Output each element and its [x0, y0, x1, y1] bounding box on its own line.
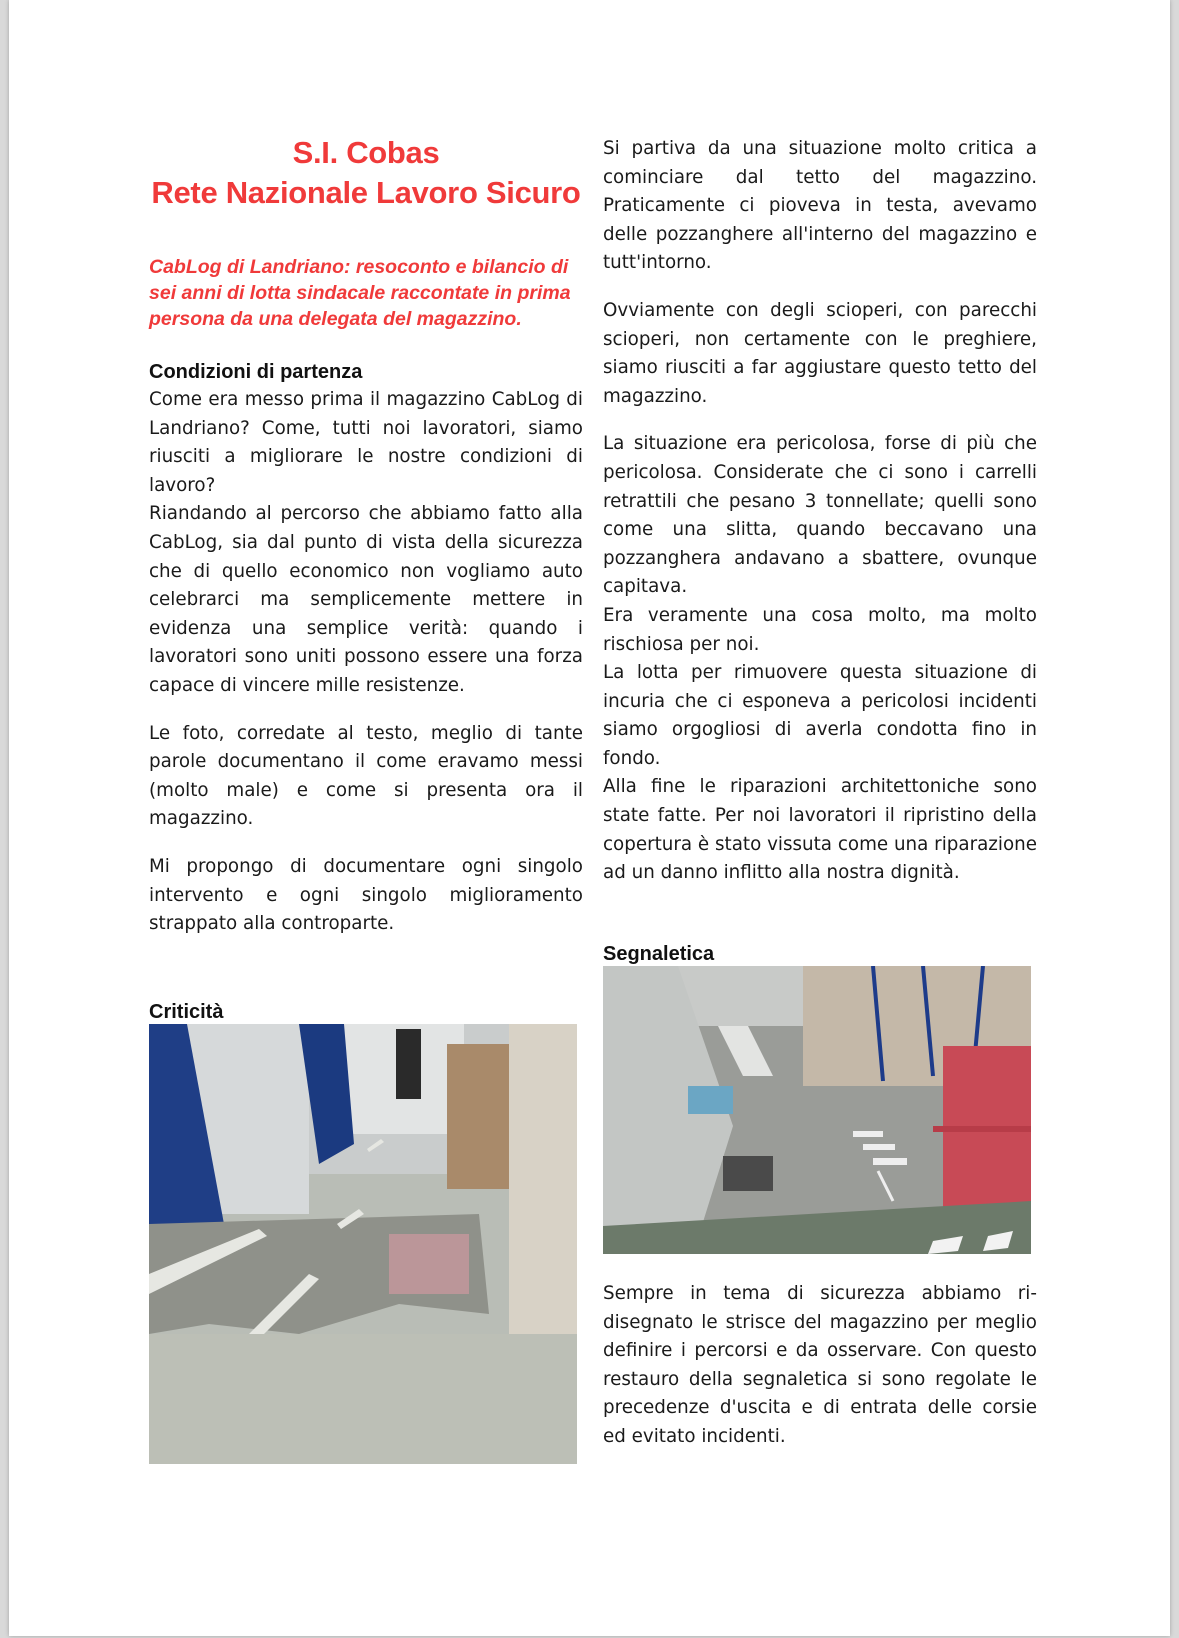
document-subtitle: CabLog di Landriano: resoconto e bilancio di sei anni di lotta sindacale raccontate in prima persona da una delegata del magazzino. [149, 256, 571, 330]
right-body [603, 135, 1037, 888]
paragraph: La situazione era pericolosa, forse di più che pericolosa. Considerate che ci sono i carrelli retrattili che pesano 3 tonnellate; quelli sono come una slitta, quando beccavano una pozzanghera andavano a sbattere, ovunque capitava. [603, 433, 1037, 598]
warehouse-signage-image [603, 966, 1031, 1254]
photo-warehouse-signage [603, 966, 1031, 1254]
paragraph: Come era messo prima il magazzino CabLog di Landriano? Come, tutti noi lavoratori, siamo riusciti a migliorare le nostre condizioni di lavoro? [149, 389, 583, 496]
paragraph: Si partiva da una situazione molto critica a cominciare dal tetto del magazzino. Praticamente ci pioveva in testa, avevamo delle pozzanghere all'interno del magazzino e tutt'intorno. [603, 138, 1037, 274]
left-body [149, 358, 583, 939]
section-heading-criticita: Criticità [149, 1001, 224, 1023]
paragraph: Mi propongo di documentare ogni singolo intervento e ogni singolo miglioramento strappato alla controparte. [149, 855, 583, 935]
paragraph: Ovviamente con degli scioperi, con parecchi scioperi, non certamente con le preghiere, siamo riusciti a far aggiustare questo tetto del magazzino. [603, 299, 1037, 407]
photo-flooded-warehouse [149, 1024, 577, 1464]
title-line-2: Rete Nazionale Lavoro Sicuro [151, 175, 581, 210]
paragraph: Sempre in tema di sicurezza abbiamo ri-disegnato le strisce del magazzino per meglio definire i percorsi e da osservare. Con questo restauro della segnaletica si sono regolate le precedenze d'uscita e di entrata delle corsie ed evitato incidenti. [603, 1283, 1037, 1447]
section-heading-condizioni: Condizioni di partenza [149, 361, 363, 383]
flooded-floor-image [149, 1024, 577, 1464]
document-page [9, 0, 1170, 1636]
right-body-bottom [603, 1280, 1037, 1452]
paragraph: Riandando al percorso che abbiamo fatto alla CabLog, sia dal punto di vista della sicurezza che di quello economico non vogliamo auto celebrarci ma semplicemente mettere in evidenza una semplice verità: quando i lavoratori sono uniti possono essere una forza capace di vincere mille resistenze. [149, 503, 583, 696]
document-title [149, 133, 583, 213]
paragraph: Le foto, corredate al testo, meglio di tante parole documentano il come eravamo messi (molto male) e come si presenta ora il magazzino. [149, 722, 583, 830]
paragraph: La lotta per rimuovere questa situazione di incuria che ci esponeva a pericolosi incidenti siamo orgogliosi di averla condotta fino in fondo. [603, 662, 1037, 769]
paragraph: Era veramente una cosa molto, ma molto rischiosa per noi. [603, 604, 1037, 655]
paragraph: Alla fine le riparazioni architettoniche sono state fatte. Per noi lavoratori il ripristino della copertura è stato vissuta come una riparazione ad un danno inflitto alla nostra dignità. [603, 776, 1037, 884]
title-line-1: S.I. Cobas [292, 135, 440, 170]
section-heading-segnaletica: Segnaletica [603, 943, 715, 965]
